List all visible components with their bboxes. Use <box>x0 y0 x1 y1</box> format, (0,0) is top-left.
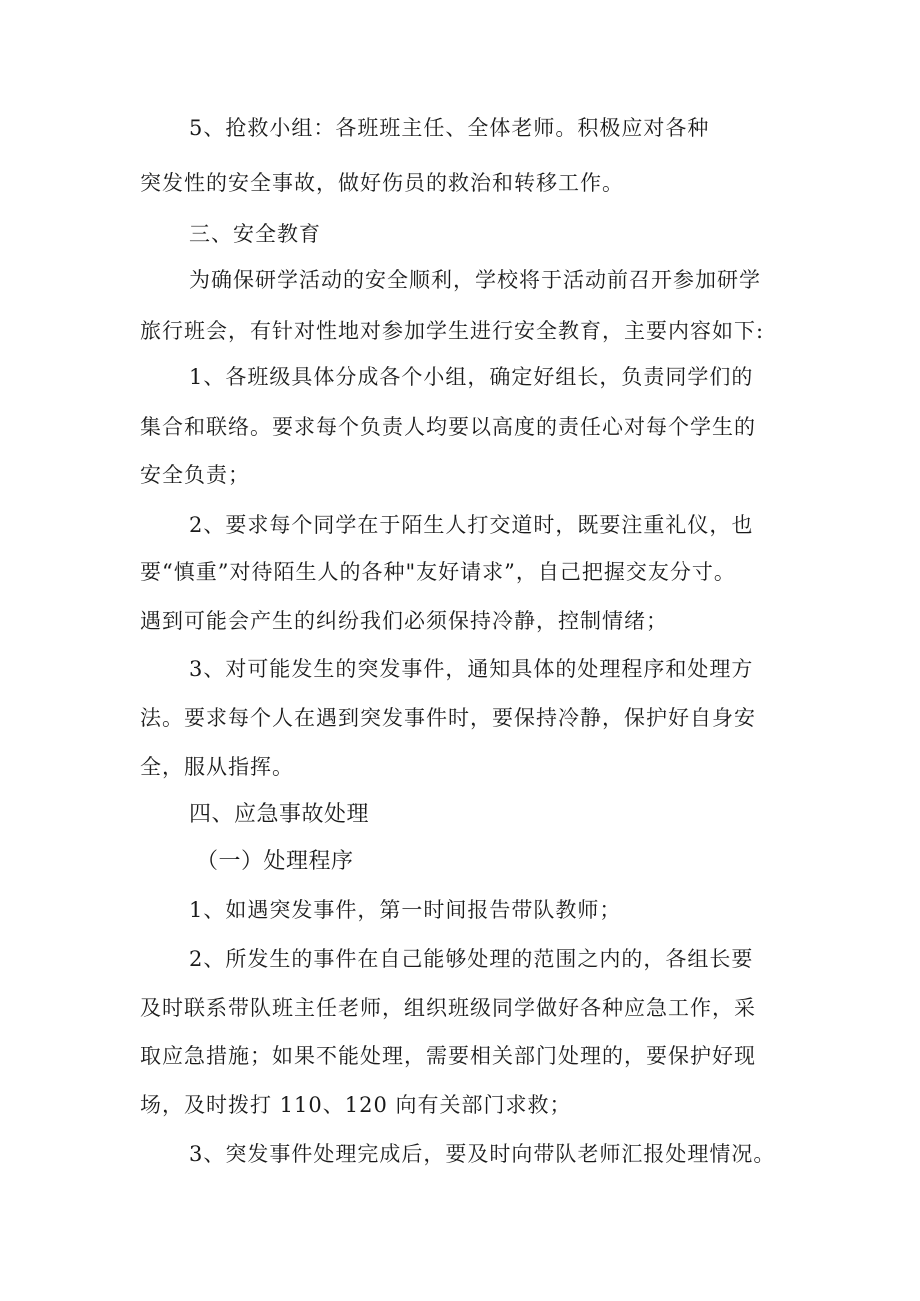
paragraph-line: 要“慎重”对待陌生人的各种"友好请求”，自己把握交友分寸。 <box>140 560 736 584</box>
section-title: 三、安全教育 <box>189 222 321 246</box>
subsection-title: （一）处理程序 <box>196 849 354 874</box>
paragraph-line: 1、各班级具体分成各个小组，确定好组长，负责同学们的 <box>189 365 754 389</box>
paragraph-line: 全，服从指挥。 <box>140 755 294 779</box>
paragraph-line: 2、所发生的事件在自己能够处理的范围之内的，各组长要 <box>189 947 754 971</box>
paragraph-line: 突发性的安全事故，做好伤员的救治和转移工作。 <box>140 171 624 195</box>
paragraph-line: 3、对可能发生的突发事件，通知具体的处理程序和处理方 <box>189 657 754 681</box>
paragraph-line: 取应急措施；如果不能处理，需要相关部门处理的，要保护好现 <box>140 1044 756 1068</box>
paragraph-line: 1、如遇突发事件，第一时间报告带队教师； <box>189 898 622 922</box>
paragraph-line: 2、要求每个同学在于陌生人打交道时，既要注重礼仪，也 <box>189 513 754 537</box>
paragraph-line: 为确保研学活动的安全顺利，学校将于活动前召开参加研学 <box>189 268 761 292</box>
paragraph-line: 安全负责； <box>140 463 250 487</box>
paragraph-line: 集合和联络。要求每个负责人均要以高度的责任心对每个学生的 <box>140 415 756 439</box>
paragraph-line: 旅行班会，有针对性地对参加学生进行安全教育，主要内容如下: <box>140 319 765 343</box>
paragraph-line: 场，及时拨打 110、120 向有关部门求救； <box>140 1093 572 1117</box>
paragraph-line: 3、突发事件处理完成后，要及时向带队老师汇报处理情况。 <box>189 1142 776 1166</box>
paragraph-line: 5、抢救小组：各班班主任、全体老师。积极应对各种 <box>189 116 710 140</box>
paragraph-line: 及时联系带队班主任老师，组织班级同学做好各种应急工作，采 <box>140 996 756 1020</box>
section-title: 四、应急事故处理 <box>189 802 370 827</box>
paragraph-line: 遇到可能会产生的纠纷我们必须保持冷静，控制情绪； <box>140 609 668 633</box>
paragraph-line: 法。要求每个人在遇到突发事件时，要保持冷静，保护好自身安 <box>140 706 756 730</box>
